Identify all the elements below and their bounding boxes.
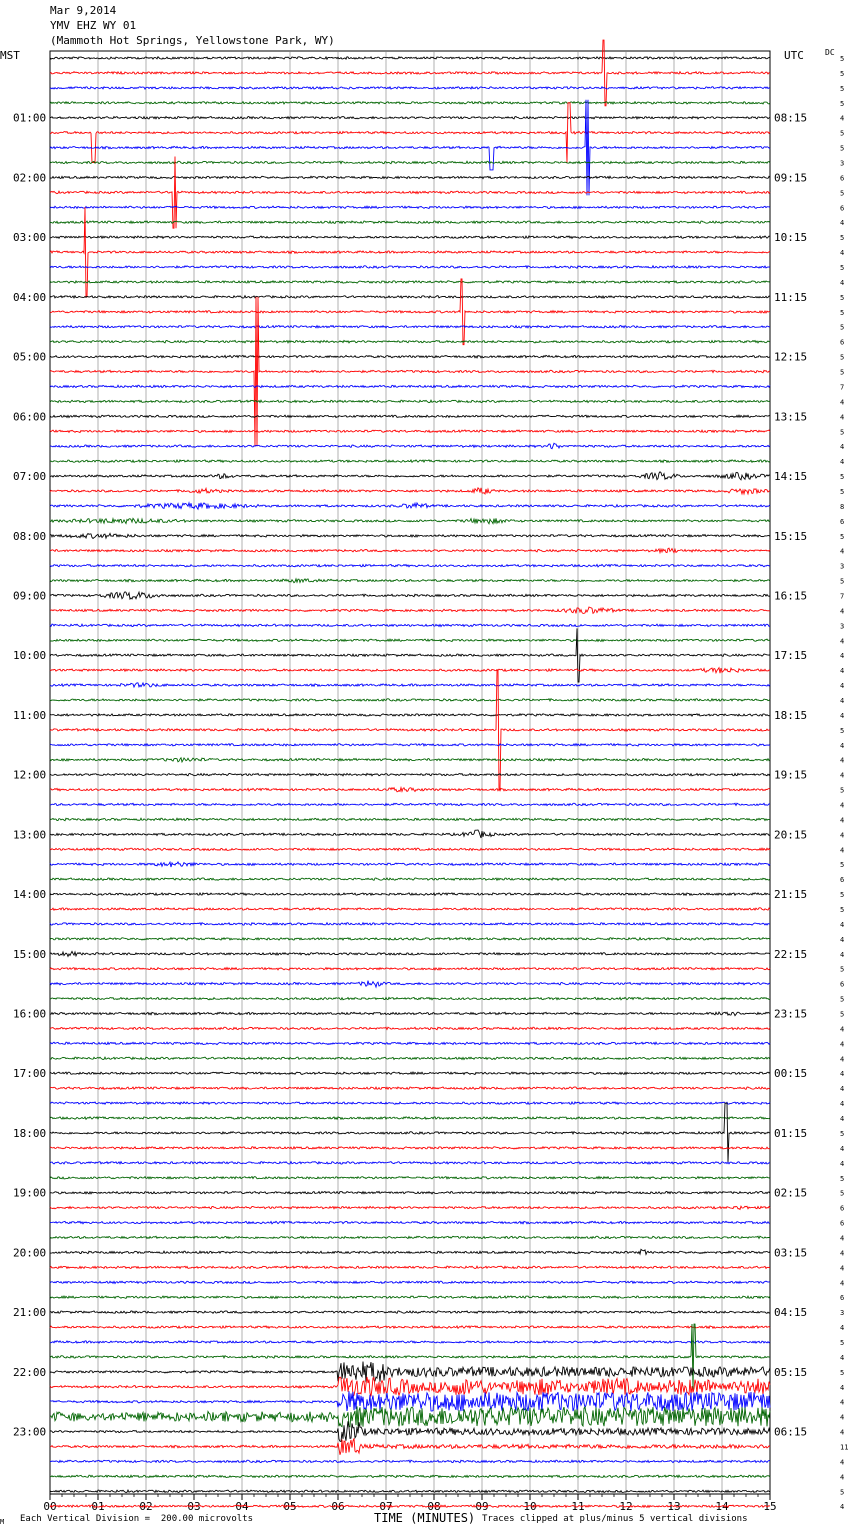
- trace-row: [50, 161, 770, 164]
- trace-row: [50, 1072, 770, 1074]
- header-date: Mar 9,2014: [50, 4, 117, 17]
- dc-offset-value: 4: [840, 607, 845, 616]
- left-hour-label: 10:00: [13, 649, 47, 663]
- left-hour-label: 03:00: [13, 231, 47, 245]
- right-hour-label: 22:15: [774, 947, 808, 961]
- dc-offset-value: 4: [840, 1159, 845, 1168]
- header-location: (Mammoth Hot Springs, Yellowstone Park, WY): [50, 34, 335, 47]
- trace-row: [50, 1012, 770, 1016]
- dc-offset-value: 11: [840, 1443, 849, 1452]
- trace-row: [50, 862, 770, 867]
- trace-row: [50, 564, 770, 566]
- trace-row: [50, 279, 770, 345]
- left-hour-label: 15:00: [13, 947, 47, 961]
- right-hour-label: 23:15: [774, 1007, 808, 1021]
- trace-row: [50, 1324, 770, 1390]
- trace-row: [50, 296, 770, 298]
- trace-row: [50, 773, 770, 775]
- right-hour-label: 13:15: [774, 410, 808, 424]
- trace-row: [50, 788, 770, 792]
- dc-offset-value: 5: [840, 1129, 845, 1138]
- dc-offset-value: 4: [840, 1025, 845, 1034]
- trace-row: [50, 207, 770, 297]
- dc-offset-value: 5: [840, 99, 845, 108]
- left-hour-label: 13:00: [13, 828, 47, 842]
- trace-row: [50, 1505, 770, 1507]
- x-tick-label: 15: [763, 1500, 777, 1513]
- trace-row: [50, 1311, 770, 1313]
- trace-row: [50, 607, 770, 613]
- x-axis-title: TIME (MINUTES): [374, 1511, 476, 1525]
- dc-offset-value: 4: [840, 1458, 845, 1467]
- trace-row: [50, 1377, 770, 1396]
- left-hour-label: 05:00: [13, 350, 47, 364]
- dc-offset-value: 4: [840, 801, 845, 810]
- trace-row: [50, 385, 770, 387]
- trace-row: [50, 1490, 770, 1492]
- dc-offset-value: 5: [840, 906, 845, 915]
- dc-offset-value: 5: [840, 487, 845, 496]
- dc-offset-value: 4: [840, 756, 845, 765]
- left-hour-label: 09:00: [13, 589, 47, 603]
- dc-offset-value: 4: [840, 1070, 845, 1079]
- dc-offset-value: 4: [840, 458, 845, 467]
- left-hour-label: 21:00: [13, 1306, 47, 1320]
- x-tick-label: 05: [283, 1500, 297, 1513]
- dc-offset-value: 5: [840, 129, 845, 138]
- trace-row: [50, 1206, 770, 1209]
- dc-offset-value: 4: [840, 637, 845, 646]
- dc-offset-value: 4: [840, 1100, 845, 1109]
- left-hour-label: 23:00: [13, 1425, 47, 1439]
- trace-row: [50, 1057, 770, 1059]
- dc-offset-value: 5: [840, 144, 845, 153]
- trace-row: [50, 744, 770, 746]
- trace-row: [50, 967, 770, 970]
- dc-offset-value: 4: [840, 1324, 845, 1333]
- dc-offset-value: 4: [840, 278, 845, 287]
- dc-offset-value: 4: [840, 219, 845, 228]
- dc-offset-value: 3: [840, 622, 845, 631]
- trace-row: [50, 1281, 770, 1283]
- trace-row: [50, 1326, 770, 1328]
- x-tick-label: 06: [331, 1500, 345, 1513]
- trace-row: [50, 1103, 770, 1163]
- dc-offset-value: 3: [840, 1309, 845, 1318]
- dc-offset-value: 5: [840, 995, 845, 1004]
- right-hour-label: 00:15: [774, 1067, 808, 1081]
- right-hour-label: 09:15: [774, 171, 808, 185]
- x-tick-label: 00: [43, 1500, 57, 1513]
- trace-row: [50, 923, 770, 926]
- left-hour-label: 11:00: [13, 708, 47, 722]
- trace-row: [50, 40, 770, 106]
- trace-row: [50, 981, 770, 988]
- trace-row: [50, 997, 770, 999]
- dc-label: DC: [825, 48, 835, 57]
- trace-row: [50, 830, 770, 838]
- x-tick-label: 13: [667, 1500, 681, 1513]
- dc-offset-value: 4: [840, 771, 845, 780]
- right-hour-label: 01:15: [774, 1126, 808, 1140]
- trace-row: [50, 908, 770, 910]
- dc-offset-value: 4: [840, 1473, 845, 1482]
- trace-row: [50, 1266, 770, 1268]
- dc-offset-value: 4: [840, 696, 845, 705]
- dc-offset-value: 5: [840, 69, 845, 78]
- dc-offset-value: 5: [840, 1189, 845, 1198]
- left-hour-label: 18:00: [13, 1126, 47, 1140]
- trace-row: [50, 592, 770, 599]
- left-hour-label: 17:00: [13, 1067, 47, 1081]
- dc-offset-value: 4: [840, 1115, 845, 1124]
- trace-row: [50, 1087, 770, 1089]
- dc-offset-value: 5: [840, 293, 845, 302]
- trace-row: [50, 57, 770, 59]
- dc-offset-value: 4: [840, 846, 845, 855]
- dc-offset-value: 6: [840, 204, 845, 213]
- trace-row: [50, 400, 770, 402]
- dc-offset-value: 4: [840, 1055, 845, 1064]
- trace-row: [50, 1391, 770, 1411]
- dc-offset-value: 4: [840, 413, 845, 422]
- dc-offset-value: 6: [840, 517, 845, 526]
- right-hour-label: 16:15: [774, 589, 808, 603]
- dc-offset-value: 5: [840, 1368, 845, 1377]
- trace-row: [50, 1177, 770, 1179]
- footer-scale-text: Each Vertical Division = 200.00 microvolts: [20, 1514, 253, 1524]
- trace-row: [50, 460, 770, 463]
- left-hour-label: 04:00: [13, 290, 47, 304]
- right-hour-label: 20:15: [774, 828, 808, 842]
- right-zone-label: UTC: [784, 49, 804, 62]
- trace-row: [50, 157, 770, 229]
- trace-row: [50, 176, 770, 178]
- right-hour-label: 08:15: [774, 111, 808, 125]
- dc-offset-value: 5: [840, 577, 845, 586]
- trace-row: [50, 1027, 770, 1030]
- x-tick-label: 14: [715, 1500, 729, 1513]
- dc-offset-value: 7: [840, 592, 845, 601]
- dc-offset-value: 5: [840, 1488, 845, 1497]
- right-hour-label: 10:15: [774, 231, 808, 245]
- dc-offset-value: 4: [840, 1040, 845, 1049]
- trace-row: [50, 326, 770, 328]
- x-tick-label: 03: [187, 1500, 201, 1513]
- trace-row: [50, 624, 770, 626]
- left-hour-label: 20:00: [13, 1246, 47, 1260]
- trace-row: [50, 1191, 770, 1193]
- dc-offset-value: 5: [840, 1338, 845, 1347]
- dc-offset-value: 4: [840, 1428, 845, 1437]
- trace-row: [50, 236, 770, 238]
- trace-row: [50, 415, 770, 417]
- trace-row: [50, 1042, 770, 1044]
- dc-offset-value: 5: [840, 323, 845, 332]
- trace-row: [50, 579, 770, 583]
- left-zone-label: MST: [0, 49, 20, 62]
- right-hour-label: 14:15: [774, 470, 808, 484]
- dc-offset-value: 4: [840, 547, 845, 556]
- dc-offset-value: 5: [840, 368, 845, 377]
- trace-row: [50, 503, 770, 509]
- trace-row: [50, 1162, 770, 1164]
- trace-row: [50, 221, 770, 223]
- dc-offset-value: 4: [840, 920, 845, 929]
- right-hour-label: 18:15: [774, 708, 808, 722]
- left-hour-label: 02:00: [13, 171, 47, 185]
- dc-offset-value: 4: [840, 682, 845, 691]
- dc-offset-value: 3: [840, 159, 845, 168]
- footer-clip-text: Traces clipped at plus/minus 5 vertical divisions: [482, 1514, 748, 1524]
- dc-offset-value: 5: [840, 428, 845, 437]
- left-hour-label: 07:00: [13, 470, 47, 484]
- trace-row: [50, 1460, 770, 1463]
- dc-offset-value: 4: [840, 443, 845, 452]
- dc-offset-value: 4: [840, 831, 845, 840]
- trace-row: [50, 758, 770, 762]
- trace-row: [50, 533, 770, 538]
- dc-offset-value: 5: [840, 55, 845, 63]
- dc-offset-value: 5: [840, 473, 845, 482]
- dc-offset-value: 4: [840, 1503, 845, 1512]
- trace-row: [50, 472, 770, 480]
- dc-offset-value: 5: [840, 532, 845, 541]
- dc-offset-value: 4: [840, 741, 845, 750]
- footer-left-mark: M: [0, 1518, 5, 1526]
- trace-row: [50, 266, 770, 269]
- trace-row: [50, 1362, 770, 1383]
- dc-offset-value: 5: [840, 308, 845, 317]
- right-hour-label: 02:15: [774, 1186, 808, 1200]
- trace-row: [50, 951, 770, 956]
- trace-row: [50, 206, 770, 208]
- dc-offset-value: 6: [840, 876, 845, 885]
- right-hour-label: 11:15: [774, 290, 808, 304]
- trace-row: [50, 668, 770, 673]
- x-tick-label: 02: [139, 1500, 153, 1513]
- dc-offset-value: 4: [840, 935, 845, 944]
- trace-row: [50, 1236, 770, 1238]
- trace-row: [50, 548, 770, 553]
- trace-row: [50, 1296, 770, 1299]
- trace-row: [50, 518, 770, 523]
- dc-offset-value: 8: [840, 502, 845, 511]
- dc-offset-value: 4: [840, 1353, 845, 1362]
- trace-row: [50, 102, 770, 104]
- right-hour-label: 06:15: [774, 1425, 808, 1439]
- trace-row: [50, 1102, 770, 1104]
- right-hour-label: 19:15: [774, 768, 808, 782]
- dc-offset-value: 4: [840, 1249, 845, 1258]
- right-hour-label: 05:15: [774, 1365, 808, 1379]
- trace-row: [50, 639, 770, 641]
- dc-offset-value: 4: [840, 652, 845, 661]
- trace-row: [50, 670, 770, 789]
- trace-row: [50, 1438, 770, 1454]
- dc-offset-value: 6: [840, 174, 845, 183]
- dc-offset-value: 6: [840, 338, 845, 347]
- dc-offset-value: 6: [840, 1204, 845, 1213]
- header-station: YMV EHZ WY 01: [50, 19, 137, 32]
- trace-row: [50, 1475, 770, 1477]
- trace-row: [50, 893, 770, 896]
- dc-offset-value: 5: [840, 353, 845, 362]
- dc-offset-value: 3: [840, 562, 845, 571]
- dc-offset-value: 5: [840, 965, 845, 974]
- dc-offset-value: 4: [840, 114, 845, 123]
- x-tick-label: 12: [619, 1500, 633, 1513]
- left-hour-label: 16:00: [13, 1007, 47, 1021]
- left-hour-label: 12:00: [13, 768, 47, 782]
- trace-row: [50, 355, 770, 358]
- trace-row: [50, 1249, 770, 1254]
- left-hour-label: 08:00: [13, 529, 47, 543]
- x-tick-label: 04: [235, 1500, 249, 1513]
- dc-offset-value: 4: [840, 398, 845, 407]
- x-tick-label: 08: [427, 1500, 441, 1513]
- x-tick-label: 10: [523, 1500, 537, 1513]
- right-hour-label: 04:15: [774, 1306, 808, 1320]
- trace-row: [50, 848, 770, 850]
- trace-row: [50, 297, 770, 446]
- trace-row: [50, 1421, 770, 1441]
- x-tick-label: 11: [571, 1500, 585, 1513]
- x-tick-label: 09: [475, 1500, 489, 1513]
- dc-offset-value: 5: [840, 861, 845, 870]
- dc-offset-value: 5: [840, 1174, 845, 1183]
- dc-offset-value: 4: [840, 249, 845, 258]
- left-hour-label: 01:00: [13, 111, 47, 125]
- trace-row: [50, 878, 770, 880]
- trace-row: [50, 340, 770, 342]
- dc-offset-value: 4: [840, 1085, 845, 1094]
- right-hour-label: 03:15: [774, 1246, 808, 1260]
- dc-offset-value: 4: [840, 1264, 845, 1273]
- left-hour-label: 22:00: [13, 1365, 47, 1379]
- trace-row: [50, 281, 770, 283]
- dc-offset-value: 5: [840, 264, 845, 273]
- dc-offset-value: 6: [840, 1219, 845, 1228]
- trace-row: [50, 714, 770, 716]
- plot-frame: [50, 51, 770, 1494]
- dc-offset-value: 4: [840, 950, 845, 959]
- dc-offset-value: 4: [840, 1279, 845, 1288]
- trace-row: [50, 938, 770, 940]
- trace-row: [50, 430, 770, 433]
- dc-offset-value: 4: [840, 1144, 845, 1153]
- trace-row: [50, 699, 770, 702]
- right-hour-label: 15:15: [774, 529, 808, 543]
- dc-offset-value: 6: [840, 1294, 845, 1303]
- trace-row: [50, 103, 770, 163]
- dc-offset-value: 4: [840, 1413, 845, 1422]
- dc-offset-value: 5: [840, 786, 845, 795]
- trace-row: [50, 100, 770, 196]
- dc-offset-value: 4: [840, 1383, 845, 1392]
- trace-row: [50, 1147, 770, 1149]
- trace-row: [50, 683, 770, 687]
- left-hour-label: 19:00: [13, 1186, 47, 1200]
- dc-offset-value: 6: [840, 980, 845, 989]
- dc-offset-value: 7: [840, 383, 845, 392]
- trace-row: [50, 117, 770, 119]
- trace-row: [50, 1341, 770, 1343]
- trace-row: [50, 628, 770, 682]
- dc-offset-value: 5: [840, 891, 845, 900]
- x-tick-label: 01: [91, 1500, 105, 1513]
- right-hour-label: 17:15: [774, 649, 808, 663]
- dc-offset-value: 4: [840, 816, 845, 825]
- trace-row: [50, 443, 770, 449]
- trace-row: [50, 488, 770, 494]
- left-hour-label: 06:00: [13, 410, 47, 424]
- dc-offset-value: 4: [840, 1398, 845, 1407]
- trace-row: [50, 803, 770, 805]
- dc-offset-value: 5: [840, 1010, 845, 1019]
- trace-row: [50, 1117, 770, 1120]
- left-hour-label: 14:00: [13, 888, 47, 902]
- dc-offset-value: 4: [840, 667, 845, 676]
- trace-row: [50, 818, 770, 820]
- x-tick-label: 07: [379, 1500, 393, 1513]
- trace-row: [50, 1221, 770, 1224]
- right-hour-label: 12:15: [774, 350, 808, 364]
- trace-row: [50, 87, 770, 89]
- dc-offset-value: 5: [840, 234, 845, 243]
- dc-offset-value: 5: [840, 84, 845, 93]
- dc-offset-value: 5: [840, 726, 845, 735]
- dc-offset-value: 4: [840, 711, 845, 720]
- dc-offset-value: 5: [840, 189, 845, 198]
- dc-offset-value: 4: [840, 1234, 845, 1243]
- right-hour-label: 21:15: [774, 888, 808, 902]
